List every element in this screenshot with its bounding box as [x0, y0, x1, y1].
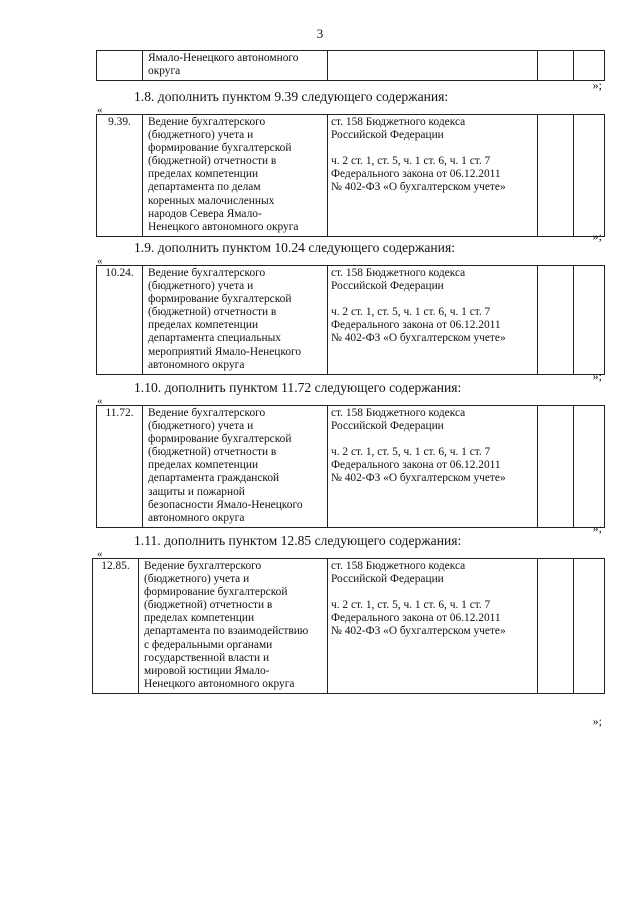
section-heading: 1.11. дополнить пунктом 12.85 следующего содержания:: [134, 533, 462, 548]
desc-line: формирование бухгалтерской: [148, 293, 292, 306]
desc-line: пределах компетенции: [144, 612, 255, 625]
desc-line: защиты и пожарной: [148, 485, 245, 498]
item-description: [143, 115, 328, 237]
basis-line: Федерального закона от 06.12.2011: [331, 459, 501, 472]
basis-line: Федерального закона от 06.12.2011: [331, 168, 501, 181]
desc-line: (бюджетной) отчетности в: [148, 446, 277, 459]
desc-line: (бюджетной) отчетности в: [148, 306, 277, 319]
extra-cell: [574, 266, 605, 375]
desc-line: пределах компетенции: [148, 319, 259, 332]
basis-line: ст. 158 Бюджетного кодекса: [331, 116, 466, 128]
item-description: [143, 266, 328, 375]
basis-line: № 402-ФЗ «О бухгалтерском учете»: [331, 332, 506, 345]
desc-line: формирование бухгалтерской: [144, 586, 288, 599]
desc-line: мировой юстиции Ямало-: [144, 664, 270, 677]
top-number-cell: [97, 51, 143, 81]
item-legal-basis: [328, 115, 538, 237]
top-basis-cell: [328, 51, 538, 81]
section-heading: 1.8. дополнить пунктом 9.39 следующего содержания:: [134, 89, 449, 104]
basis-line: ч. 2 ст. 1, ст. 5, ч. 1 ст. 6, ч. 1 ст. 7: [331, 446, 491, 459]
basis-line: ст. 158 Бюджетного кодекса: [331, 560, 466, 572]
desc-line: народов Севера Ямало-: [148, 207, 262, 220]
top-table: [96, 50, 605, 81]
basis-line: Российской Федерации: [331, 280, 444, 293]
item-number: 11.72.: [97, 406, 143, 528]
basis-line: Российской Федерации: [331, 129, 444, 142]
desc-line: Ведение бухгалтерского: [144, 560, 262, 572]
top-extra-cell: [574, 51, 605, 81]
basis-line: ч. 2 ст. 1, ст. 5, ч. 1 ст. 6, ч. 1 ст. 7: [331, 306, 491, 319]
desc-line: округа: [148, 65, 181, 78]
desc-line: с федеральными органами: [144, 638, 273, 651]
opening-quote: «: [97, 255, 103, 267]
desc-line: пределах компетенции: [148, 168, 259, 181]
item-legal-basis: [328, 266, 538, 375]
closing-quote: »;: [592, 714, 602, 728]
basis-line: Российской Федерации: [331, 420, 444, 433]
extra-cell: [538, 559, 574, 694]
entry-table-9-39: [96, 114, 605, 237]
desc-line: (бюджетной) отчетности в: [148, 155, 277, 168]
entry-table-12-85: [92, 558, 605, 694]
extra-cell: [574, 115, 605, 237]
item-number: 12.85.: [93, 559, 139, 694]
desc-line: коренных малочисленных: [148, 194, 275, 207]
closing-quote: »;: [592, 521, 602, 535]
item-legal-basis: [328, 559, 538, 694]
desc-line: Ведение бухгалтерского: [148, 116, 266, 128]
desc-line: Ведение бухгалтерского: [148, 267, 266, 279]
desc-line: (бюджетного) учета и: [148, 420, 254, 433]
closing-quote: »;: [592, 78, 602, 92]
desc-line: Ведение бухгалтерского: [148, 407, 266, 419]
desc-line: департамента гражданской: [148, 472, 280, 485]
desc-line: (бюджетной) отчетности в: [144, 599, 273, 612]
entry-table-10-24: [96, 265, 605, 375]
basis-line: ч. 2 ст. 1, ст. 5, ч. 1 ст. 6, ч. 1 ст. 7: [331, 599, 491, 612]
extra-cell: [574, 559, 605, 694]
closing-quote: »;: [592, 369, 602, 383]
desc-line: мероприятий Ямало-Ненецкого: [148, 345, 302, 358]
top-extra-cell: [538, 51, 574, 81]
entry-table-11-72: [96, 405, 605, 528]
desc-line: государственной власти и: [144, 651, 270, 664]
basis-line: № 402-ФЗ «О бухгалтерском учете»: [331, 472, 506, 485]
item-legal-basis: [328, 406, 538, 528]
extra-cell: [538, 266, 574, 375]
desc-line: безопасности Ямало-Ненецкого: [148, 498, 303, 511]
extra-cell: [538, 406, 574, 528]
section-heading: 1.10. дополнить пунктом 11.72 следующего содержания:: [134, 380, 462, 395]
top-desc-cell: [143, 51, 328, 81]
desc-line: (бюджетного) учета и: [148, 280, 254, 293]
desc-line: формирование бухгалтерской: [148, 142, 292, 155]
extra-cell: [538, 115, 574, 237]
basis-line: № 402-ФЗ «О бухгалтерском учете»: [331, 625, 506, 638]
opening-quote: «: [97, 395, 103, 407]
desc-line: Ненецкого автономного округа: [148, 220, 299, 233]
desc-line: автономного округа: [148, 358, 245, 371]
desc-line: (бюджетного) учета и: [144, 573, 250, 586]
basis-line: ст. 158 Бюджетного кодекса: [331, 407, 466, 419]
section-heading: 1.9. дополнить пунктом 10.24 следующего содержания:: [134, 240, 455, 255]
basis-line: Федерального закона от 06.12.2011: [331, 612, 501, 625]
desc-line: департамента по делам: [148, 181, 261, 194]
basis-line: Российской Федерации: [331, 573, 444, 586]
desc-line: Ненецкого автономного округа: [144, 677, 295, 690]
item-number: 9.39.: [97, 115, 143, 237]
desc-line: Ямало-Ненецкого автономного: [148, 52, 299, 64]
opening-quote: «: [97, 104, 103, 116]
desc-line: формирование бухгалтерской: [148, 433, 292, 446]
item-description: [139, 559, 328, 694]
desc-line: пределах компетенции: [148, 459, 259, 472]
basis-line: Федерального закона от 06.12.2011: [331, 319, 501, 332]
basis-line: № 402-ФЗ «О бухгалтерском учете»: [331, 181, 506, 194]
item-number: 10.24.: [97, 266, 143, 375]
item-description: [143, 406, 328, 528]
desc-line: (бюджетного) учета и: [148, 129, 254, 142]
desc-line: автономного округа: [148, 511, 245, 524]
desc-line: департамента по взаимодействию: [144, 625, 309, 638]
basis-line: ч. 2 ст. 1, ст. 5, ч. 1 ст. 6, ч. 1 ст. 7: [331, 155, 491, 168]
closing-quote: »;: [592, 229, 602, 243]
desc-line: департамента специальных: [148, 332, 281, 345]
extra-cell: [574, 406, 605, 528]
opening-quote: «: [97, 548, 103, 560]
basis-line: ст. 158 Бюджетного кодекса: [331, 267, 466, 279]
page-number: 3: [316, 26, 324, 41]
